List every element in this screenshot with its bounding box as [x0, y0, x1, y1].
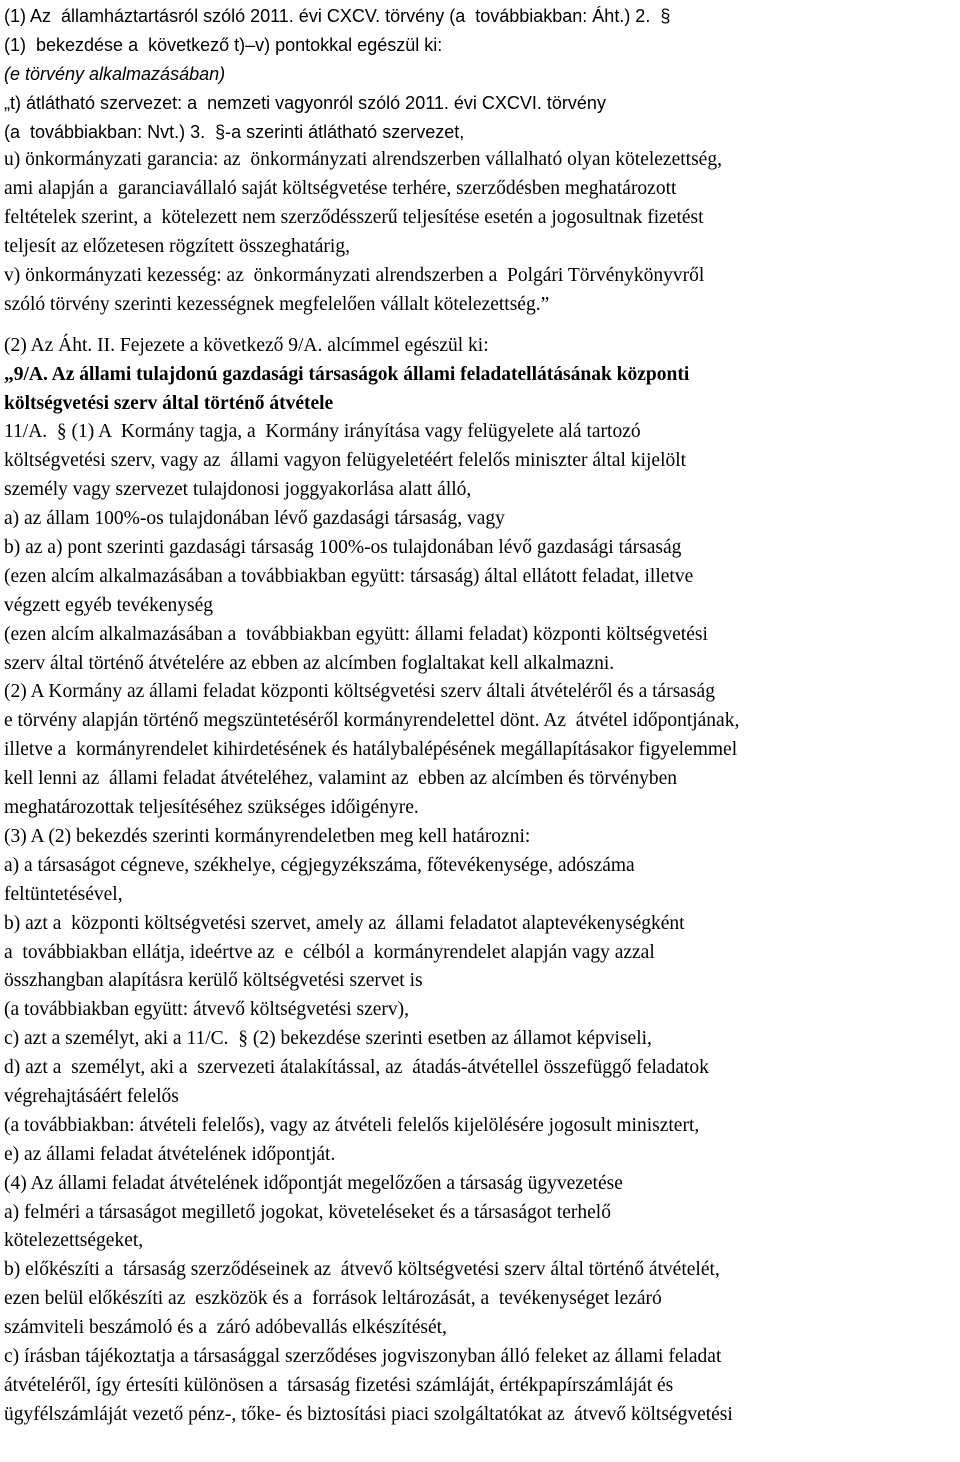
- text-line: ügyfélszámláját vezető pénz-, tőke- és biztosítási piaci szolgáltatókat az átvevő költségvetési: [4, 1403, 733, 1425]
- text-line: a) felméri a társaságot megillető jogokat, követeléseket és a társaságot terhelő: [4, 1201, 611, 1223]
- text-line: 11/A. § (1) A Kormány tagja, a Kormány irányítása vagy felügyelete alá tartozó: [4, 421, 641, 443]
- text-line: számviteli beszámoló és a záró adóbevallás elkészítését,: [4, 1317, 447, 1339]
- text-line: a továbbiakban ellátja, ideértve az e célból a kormányrendelet alapján vagy azzal: [4, 941, 655, 963]
- text-line: b) azt a központi költségvetési szervet, amely az állami feladatot alaptevékenységként: [4, 912, 685, 934]
- text-line: (a továbbiakban: Nvt.) 3. §-a szerinti átlátható szervezet,: [4, 121, 465, 142]
- text-line: (e törvény alkalmazásában): [4, 63, 226, 84]
- text-line: c) írásban tájékoztatja a társasággal szerződéses jogviszonyban álló feleket az állami feladat: [4, 1345, 722, 1367]
- text-line: (2) A Kormány az állami feladat központi költségvetési szerv általi átvételéről és a társaság: [4, 681, 715, 703]
- paragraph-gap: [4, 320, 956, 332]
- text-line: (ezen alcím alkalmazásában a továbbiakban együtt: állami feladat) központi költségvetési: [4, 623, 708, 645]
- text-line: (ezen alcím alkalmazásában a továbbiakban együtt: társaság) által ellátott feladat, illetve: [4, 565, 694, 587]
- text-line: u) önkormányzati garancia: az önkormányzati alrendszerben vállalható olyan kötelezettség,: [4, 149, 722, 171]
- text-line: ami alapján a garanciavállaló saját költségvetése terhére, szerződésben meghatározott: [4, 178, 677, 200]
- text-line: feltüntetésével,: [4, 883, 123, 905]
- text-line: végzett egyéb tevékenység: [4, 594, 213, 616]
- text-line: (a továbbiakban: átvételi felelős), vagy az átvételi felelős kijelölésére jogosult minisztert,: [4, 1114, 700, 1136]
- text-line: „t) átlátható szervezet: a nemzeti vagyonról szóló 2011. évi CXCVI. törvény: [4, 92, 606, 113]
- text-line: (2) Az Áht. II. Fejezete a következő 9/A. alcímmel egészül ki:: [4, 334, 489, 356]
- text-line: (a továbbiakban együtt: átvevő költségvetési szerv),: [4, 999, 410, 1021]
- text-line: a) a társaságot cégneve, székhelye, cégjegyzékszáma, főtevékenysége, adószáma: [4, 854, 635, 876]
- text-line: (1) bekezdése a következő t)–v) pontokkal egészül ki:: [4, 34, 443, 55]
- text-line: (4) Az állami feladat átvételének időpontját megelőzően a társaság ügyvezetése: [4, 1172, 623, 1194]
- text-line: kell lenni az állami feladat átvételéhez, valamint az ebben az alcímben és törvényben: [4, 768, 677, 790]
- text-line: b) előkészíti a társaság szerződéseinek az átvevő költségvetési szerv által történő átvételét,: [4, 1259, 720, 1281]
- text-line: átvételéről, így értesíti különösen a társaság fizetési számláját, értékpapírszámláját és: [4, 1374, 674, 1396]
- text-line: illetve a kormányrendelet kihirdetésének és hatálybalépésének megállapításakor figyelemmel: [4, 739, 738, 761]
- text-line: költségvetési szerv, vagy az állami vagyon felügyeletéért felelős miniszter által kijelölt: [4, 450, 687, 472]
- text-line: v) önkormányzati kezesség: az önkormányzati alrendszerben a Polgári Törvénykönyvről: [4, 265, 705, 287]
- text-line: végrehajtásáért felelős: [4, 1085, 179, 1107]
- text-line: szerv által történő átvételére az ebben az alcímben foglaltakat kell alkalmazni.: [4, 652, 615, 674]
- text-line: kötelezettségeket,: [4, 1230, 144, 1252]
- text-line: (1) Az államháztartásról szóló 2011. évi CXCV. törvény (a továbbiakban: Áht.) 2. §: [4, 6, 671, 26]
- text-line: szóló törvény szerinti kezességnek megfelelően vállalt kötelezettség.”: [4, 293, 550, 315]
- text-line: e) az állami feladat átvételének időpontját.: [4, 1143, 336, 1165]
- text-line: teljesít az előzetesen rögzített összeghatárig,: [4, 236, 350, 258]
- section-heading: „9/A. Az állami tulajdonú gazdasági társaságok állami feladatellátásának központi: [4, 363, 690, 385]
- text-line: d) azt a személyt, aki a szervezeti átalakítással, az átadás-átvétellel összefüggő feladatok: [4, 1057, 709, 1079]
- text-line: személy vagy szervezet tulajdonosi joggyakorlása alatt álló,: [4, 479, 472, 501]
- text-line: meghatározottak teljesítéséhez szükséges időigényre.: [4, 797, 419, 819]
- text-line: összhangban alapításra kerülő költségvetési szervet is: [4, 970, 423, 992]
- section-heading: költségvetési szerv által történő átvétele: [4, 392, 334, 414]
- text-line: e törvény alapján történő megszüntetéséről kormányrendelettel dönt. Az átvétel időpontjának,: [4, 710, 740, 732]
- text-line: b) az a) pont szerinti gazdasági társaság 100%-os tulajdonában lévő gazdasági társaság: [4, 537, 682, 559]
- document-page: [4, 2, 956, 1430]
- text-line: ezen belül előkészíti az eszközök és a források leltározását, a tevékenységet lezáró: [4, 1288, 662, 1310]
- text-line: c) azt a személyt, aki a 11/C. § (2) bekezdése szerinti esetben az államot képviseli,: [4, 1028, 652, 1050]
- text-line: feltételek szerint, a kötelezett nem szerződésszerű teljesítése esetén a jogosultnak fizetést: [4, 207, 704, 229]
- text-line: (3) A (2) bekezdés szerinti kormányrendeletben meg kell határozni:: [4, 825, 531, 847]
- text-line: a) az állam 100%-os tulajdonában lévő gazdasági társaság, vagy: [4, 508, 505, 530]
